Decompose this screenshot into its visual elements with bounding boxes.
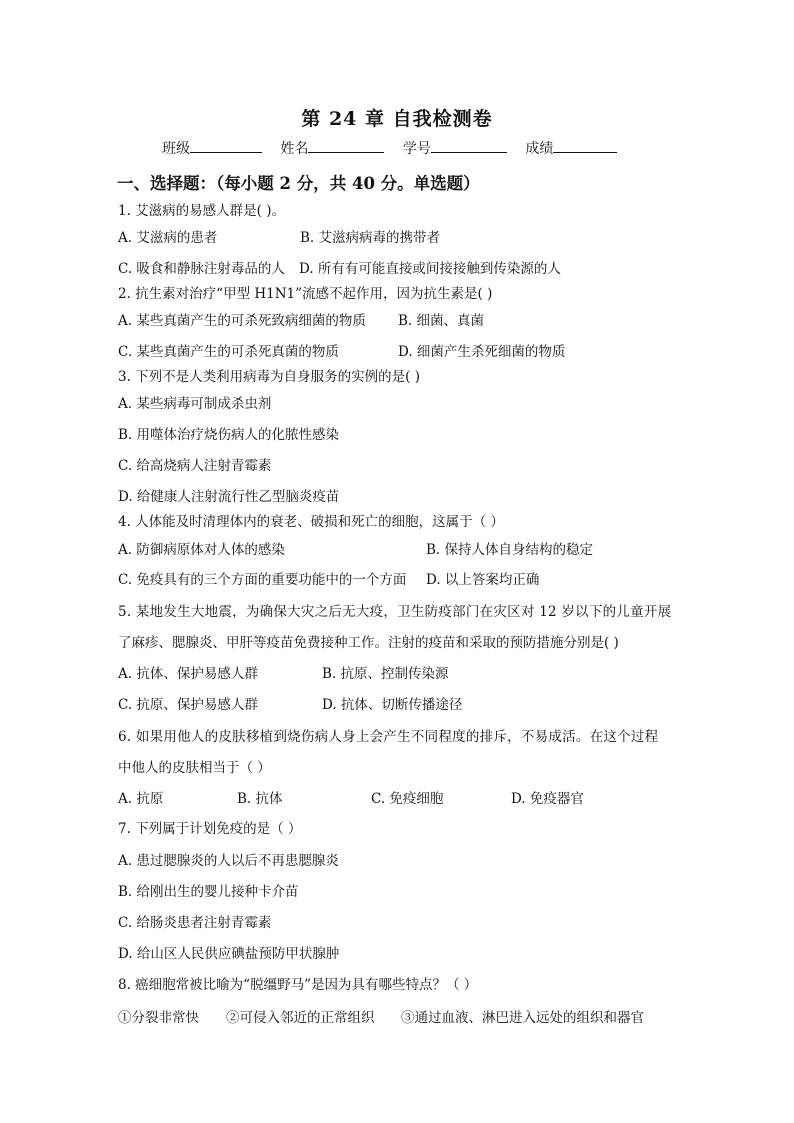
q2-option-a: A. 某些真菌产生的可杀死致病细菌的物质: [118, 313, 366, 329]
q3-option-c: C. 给高烧病人注射青霉素: [118, 458, 272, 474]
q5-stem-line2: 了麻疹、腮腺炎、甲肝等疫苗免费接种工作。注射的疫苗和采取的预防措施分别是( ): [118, 635, 619, 651]
number-label: 学号: [402, 141, 431, 157]
name-label: 姓名: [280, 141, 309, 157]
q4-option-c: C. 免疫具有的三个方面的重要功能中的一个方面: [118, 572, 407, 588]
q3-option-a: A. 某些病毒可制成杀虫剂: [118, 396, 272, 412]
q8-item-1: ①分裂非常快: [118, 1010, 199, 1026]
page-title: 第 24 章 自我检测卷: [301, 108, 493, 130]
q8-stem: 8. 癌细胞常被比喻为“脱缰野马”是因为具有哪些特点？（ ）: [118, 977, 478, 993]
name-blank: [308, 138, 384, 153]
q5-option-d: D. 抗体、切断传播途径: [322, 697, 463, 713]
q6-option-d: D. 免疫器官: [511, 791, 584, 807]
q8-item-3: ③通过血液、淋巴进入远处的组织和器官: [401, 1010, 644, 1026]
section-heading: 一、选择题：（每小题 2 分，共 40 分。单选题）: [117, 174, 480, 193]
q4-option-a: A. 防御病原体对人体的感染: [118, 542, 285, 558]
q4-option-b: B. 保持人体自身结构的稳定: [426, 542, 594, 558]
q1-option-d: D. 所有有可能直接或间接接触到传染源的人: [299, 261, 561, 277]
q1-option-c: C. 吸食和静脉注射毒品的人: [118, 261, 285, 277]
q5-stem-line1: 5. 某地发生大地震，为确保大灾之后无大疫，卫生防疫部门在灾区对 12 岁以下的儿童开展: [118, 604, 672, 620]
q4-option-d: D. 以上答案均正确: [426, 572, 540, 588]
q8-item-2: ②可侵入邻近的正常组织: [226, 1010, 375, 1026]
class-field: [162, 138, 262, 158]
score-label: 成绩: [525, 141, 554, 157]
q6-option-c: C. 免疫细胞: [371, 791, 444, 807]
q2-stem: 2. 抗生素对治疗“甲型 H1N1”流感不起作用，因为抗生素是( ): [118, 286, 493, 302]
q5-option-c: C. 抗原、保护易感人群: [118, 697, 258, 713]
q2-option-c: C. 某些真菌产生的可杀死真菌的物质: [118, 344, 339, 360]
q3-option-b: B. 用噬体治疗烧伤病人的化脓性感染: [118, 427, 340, 443]
q5-option-a: A. 抗体、保护易感人群: [118, 666, 258, 682]
q3-stem: 3. 下列不是人类利用病毒为自身服务的实例的是( ): [118, 369, 420, 385]
name-field: [280, 138, 384, 158]
student-info-row: [162, 138, 631, 158]
q7-stem: 7. 下列属于计划免疫的是（ ）: [118, 821, 302, 837]
number-blank: [431, 138, 507, 153]
number-field: [403, 138, 507, 158]
q7-option-b: B. 给刚出生的婴儿接种卡介苗: [118, 884, 299, 900]
q6-stem-line2: 中他人的皮肤相当于（ ）: [118, 760, 271, 776]
class-label: 班级: [162, 141, 190, 157]
score-blank: [553, 138, 617, 153]
score-field: [525, 138, 617, 158]
q7-option-c: C. 给肠炎患者注射青霉素: [118, 915, 272, 931]
q6-stem-line1: 6. 如果用他人的皮肤移植到烧伤病人身上会产生不同程度的排斥，不易成活。在这个过程: [118, 729, 659, 745]
q5-option-b: B. 抗原、控制传染源: [322, 666, 449, 682]
q7-option-d: D. 给山区人民供应碘盐预防甲状腺肿: [118, 946, 340, 962]
q6-option-a: A. 抗原: [118, 791, 164, 807]
class-blank: [190, 138, 262, 153]
q1-stem: 1. 艾滋病的易感人群是( )。: [118, 203, 285, 219]
q4-stem: 4. 人体能及时清理体内的衰老、破损和死亡的细胞，这属于（ ）: [118, 514, 504, 530]
q2-option-b: B. 细菌、真菌: [398, 313, 485, 329]
q1-option-a: A. 艾滋病的患者: [118, 230, 218, 246]
q2-option-d: D. 细菌产生杀死细菌的物质: [398, 344, 566, 360]
q3-option-d: D. 给健康人注射流行性乙型脑炎疫苗: [118, 489, 340, 505]
q6-option-b: B. 抗体: [237, 791, 283, 807]
q1-option-b: B. 艾滋病病毒的携带者: [300, 230, 441, 246]
q7-option-a: A. 患过腮腺炎的人以后不再患腮腺炎: [118, 853, 339, 869]
